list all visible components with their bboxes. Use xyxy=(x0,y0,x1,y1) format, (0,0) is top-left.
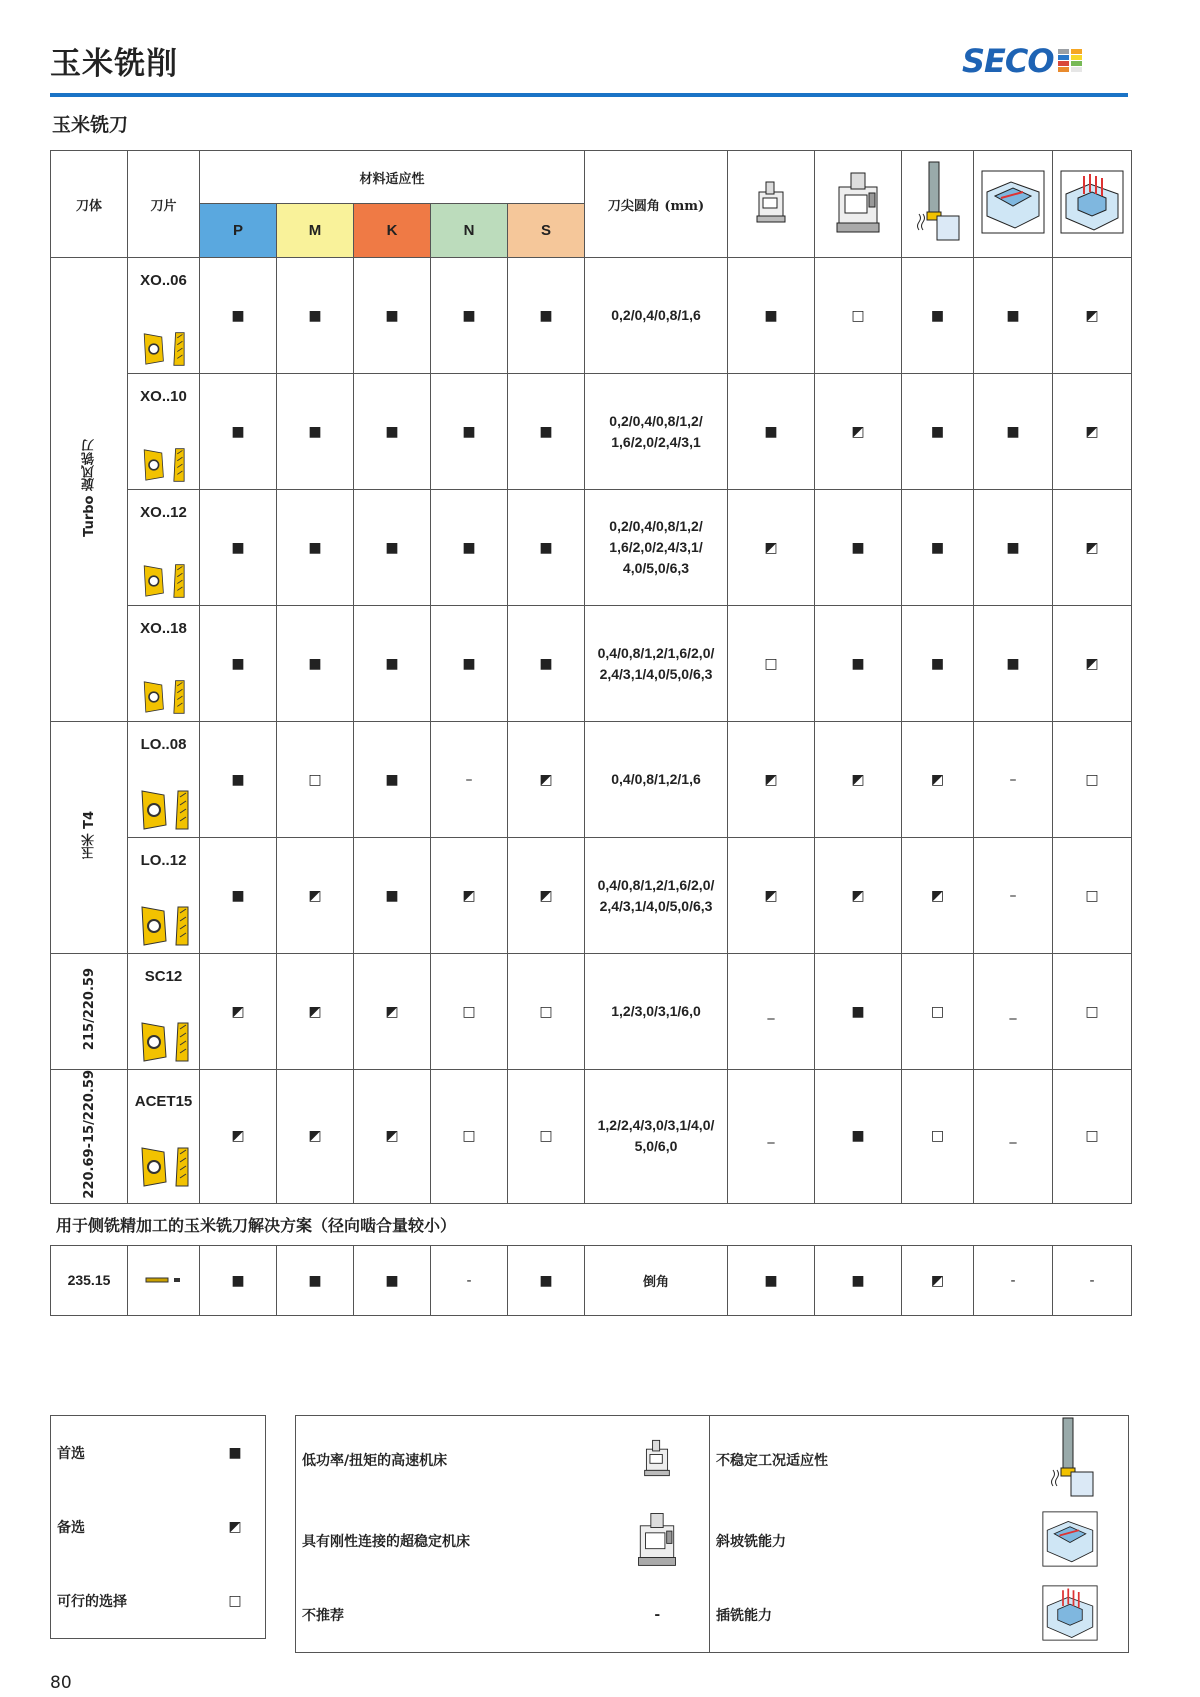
low-power-rating: □ xyxy=(728,606,815,722)
low-power-machine-icon xyxy=(642,1438,672,1478)
insert-code: LO..08 xyxy=(140,736,187,753)
legend-preferred-symbol: ■ xyxy=(228,1445,242,1461)
legend-low-power-machine: 低功率/扭矩的高速机床 xyxy=(302,1453,448,1469)
sym-app-4: - xyxy=(974,1246,1053,1316)
low-power-rating: ◩ xyxy=(728,722,815,838)
rigid-machine-rating: ◩ xyxy=(815,838,902,954)
ramping-rating: _ xyxy=(974,1070,1053,1204)
insert-top-icon xyxy=(141,563,165,599)
insert-code: XO..10 xyxy=(140,388,187,405)
side-milling-title: 用于侧铣精加工的玉米铣刀解决方案（径向啮合量较小） xyxy=(56,1216,457,1235)
material-P-rating: ◩ xyxy=(200,1070,277,1204)
legend-rigid-machine: 具有刚性连接的超稳定机床 xyxy=(302,1534,470,1550)
material-S-rating: ◩ xyxy=(508,838,585,954)
material-P-rating: ■ xyxy=(200,722,277,838)
body-group-label: Turbo 旋风铣刀 xyxy=(81,438,97,537)
header-ramping xyxy=(974,151,1053,258)
legend-alternative: 备选 xyxy=(57,1520,85,1536)
sym-N: - xyxy=(431,1246,508,1316)
insert-top-icon xyxy=(141,447,165,483)
material-K-rating: ■ xyxy=(354,258,431,374)
milling-cutter-table xyxy=(50,150,1132,1204)
rigid-machine-rating: ◩ xyxy=(815,374,902,490)
material-N-rating: ◩ xyxy=(431,838,508,954)
insert-side-icon xyxy=(171,679,187,715)
table-row xyxy=(51,374,1132,490)
insert-cell xyxy=(128,1070,200,1204)
low-power-rating: ◩ xyxy=(728,838,815,954)
plunging-rating: □ xyxy=(1053,1070,1132,1204)
ramping-rating: ■ xyxy=(974,490,1053,606)
material-N-rating: ■ xyxy=(431,490,508,606)
material-N-rating: – xyxy=(431,722,508,838)
legend-not-recommended: 不推荐 xyxy=(302,1608,344,1624)
material-P: P xyxy=(200,204,277,258)
insert-side-icon xyxy=(174,1021,190,1063)
sym-app-5: - xyxy=(1053,1246,1132,1316)
plunging-rating: ◩ xyxy=(1053,490,1132,606)
material-K-rating: ■ xyxy=(354,722,431,838)
material-S-rating: □ xyxy=(508,954,585,1070)
corner-radius: 0,4/0,8/1,2/1,6/2,0/ 2,4/3,1/4,0/5,0/6,3 xyxy=(585,838,728,954)
insert-side-icon xyxy=(171,563,187,599)
ramping-rating: _ xyxy=(974,954,1053,1070)
material-M-rating: ■ xyxy=(277,606,354,722)
insert-side-icon xyxy=(174,905,190,947)
legend-possible: 可行的选择 xyxy=(57,1594,127,1610)
low-power-rating: ■ xyxy=(728,258,815,374)
insert-code: XO..12 xyxy=(140,504,187,521)
header-radius: 刀尖圆角 (mm) xyxy=(585,151,728,258)
plunging-icon xyxy=(1042,1585,1098,1641)
insert-code: XO..18 xyxy=(140,620,187,637)
material-M-rating: ◩ xyxy=(277,1070,354,1204)
insert-cell xyxy=(128,490,200,606)
sym-app-1: ■ xyxy=(728,1246,815,1316)
insert-cell xyxy=(128,258,200,374)
table-row xyxy=(51,490,1132,606)
radius-value: 倒角 xyxy=(585,1246,728,1316)
material-S-rating: ■ xyxy=(508,374,585,490)
corner-radius: 0,2/0,4/0,8/1,6 xyxy=(585,258,728,374)
rigid-machine-rating: ■ xyxy=(815,490,902,606)
material-M: M xyxy=(277,204,354,258)
sym-S: ■ xyxy=(508,1246,585,1316)
header-rule xyxy=(50,93,1128,97)
machine-legend xyxy=(295,1415,1129,1653)
insert-top-icon xyxy=(138,1021,168,1063)
body-group xyxy=(51,258,128,722)
material-P-rating: ■ xyxy=(200,374,277,490)
plunging-icon xyxy=(1060,170,1124,234)
body-group xyxy=(51,722,128,954)
ramping-rating: ■ xyxy=(974,606,1053,722)
low-power-rating: _ xyxy=(728,954,815,1070)
material-K-rating: ■ xyxy=(354,374,431,490)
seco-logo: SECO xyxy=(962,44,1082,78)
body-code: 235.15 xyxy=(51,1246,128,1316)
corner-radius: 0,4/0,8/1,2/1,6/2,0/ 2,4/3,1/4,0/5,0/6,3 xyxy=(585,606,728,722)
sym-M: ■ xyxy=(277,1246,354,1316)
corner-radius: 0,4/0,8/1,2/1,6 xyxy=(585,722,728,838)
material-S-rating: ◩ xyxy=(508,722,585,838)
insert-top-icon xyxy=(141,331,165,367)
material-P-rating: ■ xyxy=(200,490,277,606)
low-power-machine-icon xyxy=(754,180,788,224)
ramping-rating: – xyxy=(974,722,1053,838)
material-K-rating: ◩ xyxy=(354,1070,431,1204)
insert-side-icon xyxy=(171,447,187,483)
unstable-rating: ■ xyxy=(902,606,974,722)
corner-radius: 0,2/0,4/0,8/1,2/ 1,6/2,0/2,4/3,1/ 4,0/5,0/6,3 xyxy=(585,490,728,606)
table-row xyxy=(51,722,1132,838)
material-S-rating: ■ xyxy=(508,606,585,722)
insert-code: LO..12 xyxy=(140,852,187,869)
material-P-rating: ■ xyxy=(200,258,277,374)
rigid-machine-icon xyxy=(635,1509,679,1569)
low-power-rating: ◩ xyxy=(728,490,815,606)
material-N-rating: □ xyxy=(431,954,508,1070)
body-group-label: 215/220.59 xyxy=(81,968,97,1051)
legend-preferred: 首选 xyxy=(57,1446,85,1462)
insert-top-icon xyxy=(141,679,165,715)
logo-mark-icon xyxy=(1058,49,1082,73)
rigid-machine-rating: ■ xyxy=(815,954,902,1070)
header-low-power-machine xyxy=(728,151,815,258)
material-N-rating: ■ xyxy=(431,258,508,374)
header-body: 刀体 xyxy=(51,151,128,258)
material-M-rating: ◩ xyxy=(277,838,354,954)
insert-cell xyxy=(128,722,200,838)
material-K-rating: ■ xyxy=(354,606,431,722)
material-P-rating: ◩ xyxy=(200,954,277,1070)
plunging-rating: □ xyxy=(1053,954,1132,1070)
unstable-rating: ■ xyxy=(902,374,974,490)
plunging-rating: □ xyxy=(1053,722,1132,838)
section-title: 玉米铣刀 xyxy=(52,114,129,136)
sym-app-2: ■ xyxy=(815,1246,902,1316)
material-N-rating: ■ xyxy=(431,374,508,490)
insert-top-icon xyxy=(138,1146,168,1188)
unstable-condition-icon xyxy=(915,160,961,244)
material-K-rating: ■ xyxy=(354,838,431,954)
material-S-rating: ■ xyxy=(508,490,585,606)
insert-cell xyxy=(128,606,200,722)
rigid-machine-rating: ■ xyxy=(815,606,902,722)
plunging-rating: □ xyxy=(1053,838,1132,954)
plunging-rating: ◩ xyxy=(1053,606,1132,722)
material-N: N xyxy=(431,204,508,258)
material-M-rating: ◩ xyxy=(277,954,354,1070)
material-P-rating: ■ xyxy=(200,606,277,722)
material-M-rating: ■ xyxy=(277,258,354,374)
page-number: 80 xyxy=(50,1673,72,1693)
material-M-rating: □ xyxy=(277,722,354,838)
rigid-machine-rating: ■ xyxy=(815,1070,902,1204)
material-N-rating: □ xyxy=(431,1070,508,1204)
ramping-icon xyxy=(1042,1511,1098,1567)
insert-cell xyxy=(128,374,200,490)
insert-cell xyxy=(128,954,200,1070)
material-K-rating: ◩ xyxy=(354,954,431,1070)
unstable-rating: ◩ xyxy=(902,722,974,838)
ramping-rating: – xyxy=(974,838,1053,954)
rigid-machine-rating: □ xyxy=(815,258,902,374)
corner-radius: 1,2/3,0/3,1/6,0 xyxy=(585,954,728,1070)
legend-not-recommended-symbol: - xyxy=(606,1578,710,1653)
material-S: S xyxy=(508,204,585,258)
legend-plunging: 插铣能力 xyxy=(716,1608,772,1624)
table-row xyxy=(51,258,1132,374)
table-row xyxy=(51,1246,1132,1316)
material-N-rating: ■ xyxy=(431,606,508,722)
plunging-rating: ◩ xyxy=(1053,374,1132,490)
rigid-machine-rating: ◩ xyxy=(815,722,902,838)
ramping-rating: ■ xyxy=(974,258,1053,374)
insert-picture xyxy=(128,1246,200,1316)
table-row xyxy=(51,838,1132,954)
table-row xyxy=(51,1070,1132,1204)
insert-code: XO..06 xyxy=(140,272,187,289)
page-title: 玉米铣削 xyxy=(50,46,178,82)
insert-side-icon xyxy=(144,1275,184,1285)
legend-possible-symbol: □ xyxy=(228,1593,242,1609)
unstable-rating: □ xyxy=(902,1070,974,1204)
material-S-rating: ■ xyxy=(508,258,585,374)
body-group-label: 玉米 T4 xyxy=(81,811,97,860)
table-row xyxy=(51,954,1132,1070)
sym-K: ■ xyxy=(354,1246,431,1316)
ramping-icon xyxy=(981,170,1045,234)
material-P-rating: ■ xyxy=(200,838,277,954)
header-material: 材料适应性 xyxy=(200,151,585,204)
rigid-machine-icon xyxy=(833,169,883,235)
insert-side-icon xyxy=(174,789,190,831)
insert-code: SC12 xyxy=(144,968,183,985)
header-plunging xyxy=(1053,151,1132,258)
insert-side-icon xyxy=(171,331,187,367)
insert-top-icon xyxy=(138,905,168,947)
corner-radius: 0,2/0,4/0,8/1,2/ 1,6/2,0/2,4/3,1 xyxy=(585,374,728,490)
ramping-rating: ■ xyxy=(974,374,1053,490)
header-insert: 刀片 xyxy=(128,151,200,258)
material-M-rating: ■ xyxy=(277,490,354,606)
insert-code: ACET15 xyxy=(134,1092,193,1110)
insert-side-icon xyxy=(174,1146,190,1188)
material-S-rating: □ xyxy=(508,1070,585,1204)
material-K: K xyxy=(354,204,431,258)
corner-radius: 1,2/2,4/3,0/3,1/4,0/ 5,0/6,0 xyxy=(585,1070,728,1204)
insert-cell xyxy=(128,838,200,954)
low-power-rating: _ xyxy=(728,1070,815,1204)
unstable-rating: □ xyxy=(902,954,974,1070)
body-group xyxy=(51,1070,128,1204)
unstable-rating: ■ xyxy=(902,490,974,606)
insert-top-icon xyxy=(138,789,168,831)
symbol-legend xyxy=(50,1415,266,1639)
unstable-rating: ■ xyxy=(902,258,974,374)
header-rigid-machine xyxy=(815,151,902,258)
unstable-condition-icon xyxy=(1046,1416,1098,1500)
sym-P: ■ xyxy=(200,1246,277,1316)
low-power-rating: ■ xyxy=(728,374,815,490)
body-group xyxy=(51,954,128,1070)
material-K-rating: ■ xyxy=(354,490,431,606)
table-row xyxy=(51,606,1132,722)
sym-app-3: ◩ xyxy=(902,1246,974,1316)
plunging-rating: ◩ xyxy=(1053,258,1132,374)
legend-alternative-symbol: ◩ xyxy=(228,1519,242,1535)
unstable-rating: ◩ xyxy=(902,838,974,954)
side-milling-table xyxy=(50,1245,1132,1316)
body-group-label: 220.69-15/220.59 xyxy=(81,1070,97,1199)
material-M-rating: ■ xyxy=(277,374,354,490)
header-unstable-condition xyxy=(902,151,974,258)
legend-unstable-condition: 不稳定工况适应性 xyxy=(716,1453,828,1469)
legend-ramping: 斜坡铣能力 xyxy=(716,1534,786,1550)
